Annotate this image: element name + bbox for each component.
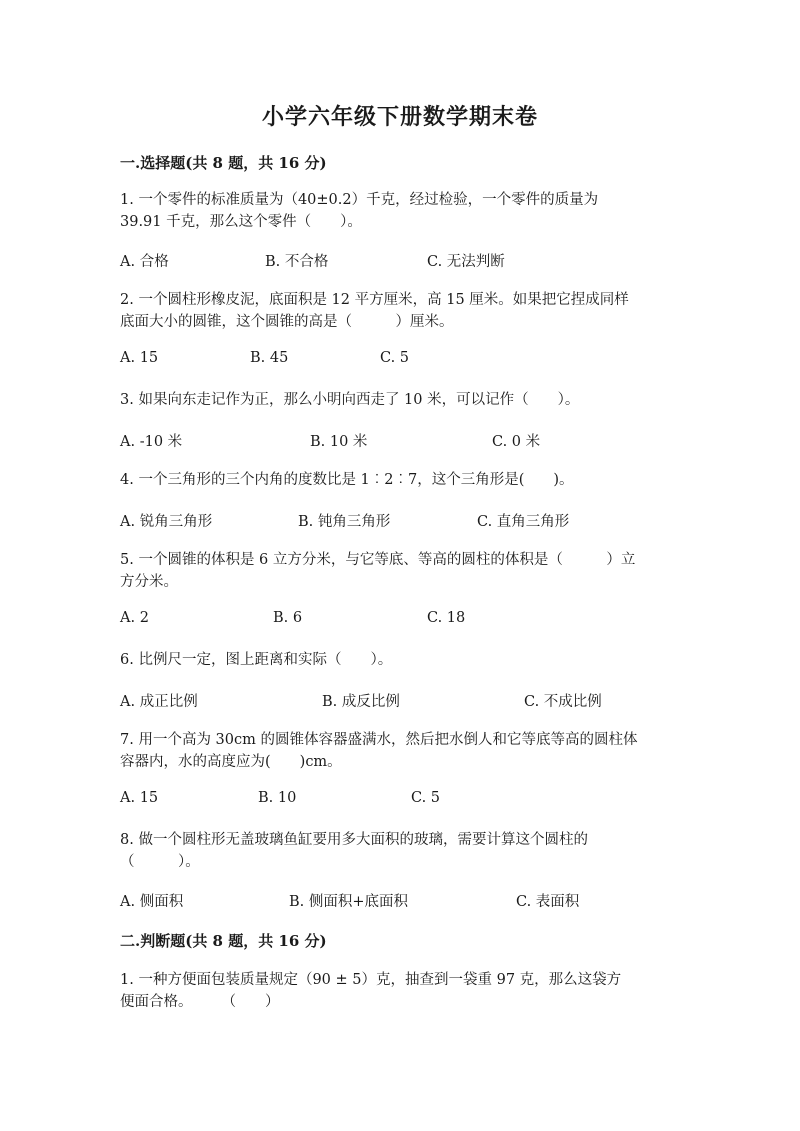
judgement-1-line-1: 1. 一种方便面包装质量规定（90 ± 5）克，抽查到一袋重 97 克，那么这袋方 xyxy=(120,972,622,988)
judgement-1-line-2: 便面合格。 （ ） xyxy=(120,994,280,1010)
question-1-option-b: B. 不合格 xyxy=(265,254,329,270)
question-6-option-c: C. 不成比例 xyxy=(524,694,602,710)
page-title: 小学六年级下册数学期末卷 xyxy=(261,104,538,130)
question-7-option-a: A. 15 xyxy=(120,790,159,806)
question-4-option-b: B. 钝角三角形 xyxy=(298,514,391,530)
question-2-line-2: 底面大小的圆锥，这个圆锥的高是（ ）厘米。 xyxy=(120,314,454,330)
question-8-line-1: 8. 做一个圆柱形无盖玻璃鱼缸要用多大面积的玻璃，需要计算这个圆柱的 xyxy=(120,832,588,848)
question-5-line-1: 5. 一个圆锥的体积是 6 立方分米，与它等底、等高的圆柱的体积是（ ）立 xyxy=(120,552,636,568)
question-2-option-b: B. 45 xyxy=(250,350,289,366)
question-4-option-a: A. 锐角三角形 xyxy=(120,514,213,530)
question-3-line-1: 3. 如果向东走记作为正，那么小明向西走了 10 米，可以记作（ ）。 xyxy=(120,392,580,408)
question-6-line-1: 6. 比例尺一定，图上距离和实际（ ）。 xyxy=(120,652,393,668)
question-7-line-2: 容器内，水的高度应为( )cm。 xyxy=(120,754,342,770)
question-1-option-c: C. 无法判断 xyxy=(427,254,505,270)
question-5-option-a: A. 2 xyxy=(120,610,149,626)
question-4-option-c: C. 直角三角形 xyxy=(477,514,570,530)
question-2-option-a: A. 15 xyxy=(120,350,159,366)
question-2-option-c: C. 5 xyxy=(380,350,410,366)
question-4-line-1: 4. 一个三角形的三个内角的度数比是 1︰2︰7，这个三角形是( )。 xyxy=(120,472,574,488)
question-7-line-1: 7. 用一个高为 30cm 的圆锥体容器盛满水，然后把水倒人和它等底等高的圆柱体 xyxy=(120,732,638,748)
question-3-option-b: B. 10 米 xyxy=(310,434,368,450)
question-1-line-1: 1. 一个零件的标准质量为（40±0.2）千克，经过检验，一个零件的质量为 xyxy=(120,192,599,208)
question-2-line-1: 2. 一个圆柱形橡皮泥，底面积是 12 平方厘米，高 15 厘米。如果把它捏成同样 xyxy=(120,292,629,308)
question-6-option-b: B. 成反比例 xyxy=(322,694,400,710)
question-7-option-c: C. 5 xyxy=(411,790,441,806)
section-heading-judgement: 二.判断题(共 8 题，共 16 分) xyxy=(120,932,327,950)
question-3-option-c: C. 0 米 xyxy=(492,434,541,450)
question-8-option-c: C. 表面积 xyxy=(516,894,580,910)
question-6-option-a: A. 成正比例 xyxy=(120,694,198,710)
question-5-line-2: 方分米。 xyxy=(120,574,178,590)
question-8-option-b: B. 侧面积+底面积 xyxy=(289,894,409,910)
question-7-option-b: B. 10 xyxy=(258,790,297,806)
question-8-line-2: （ ）。 xyxy=(120,854,200,870)
section-heading-choice: 一.选择题(共 8 题，共 16 分) xyxy=(120,154,327,172)
question-1-option-a: A. 合格 xyxy=(120,254,169,270)
question-5-option-b: B. 6 xyxy=(273,610,303,626)
question-8-option-a: A. 侧面积 xyxy=(120,894,184,910)
question-3-option-a: A. -10 米 xyxy=(120,434,183,450)
question-5-option-c: C. 18 xyxy=(427,610,466,626)
question-1-line-2: 39.91 千克，那么这个零件（ ）。 xyxy=(120,214,362,230)
